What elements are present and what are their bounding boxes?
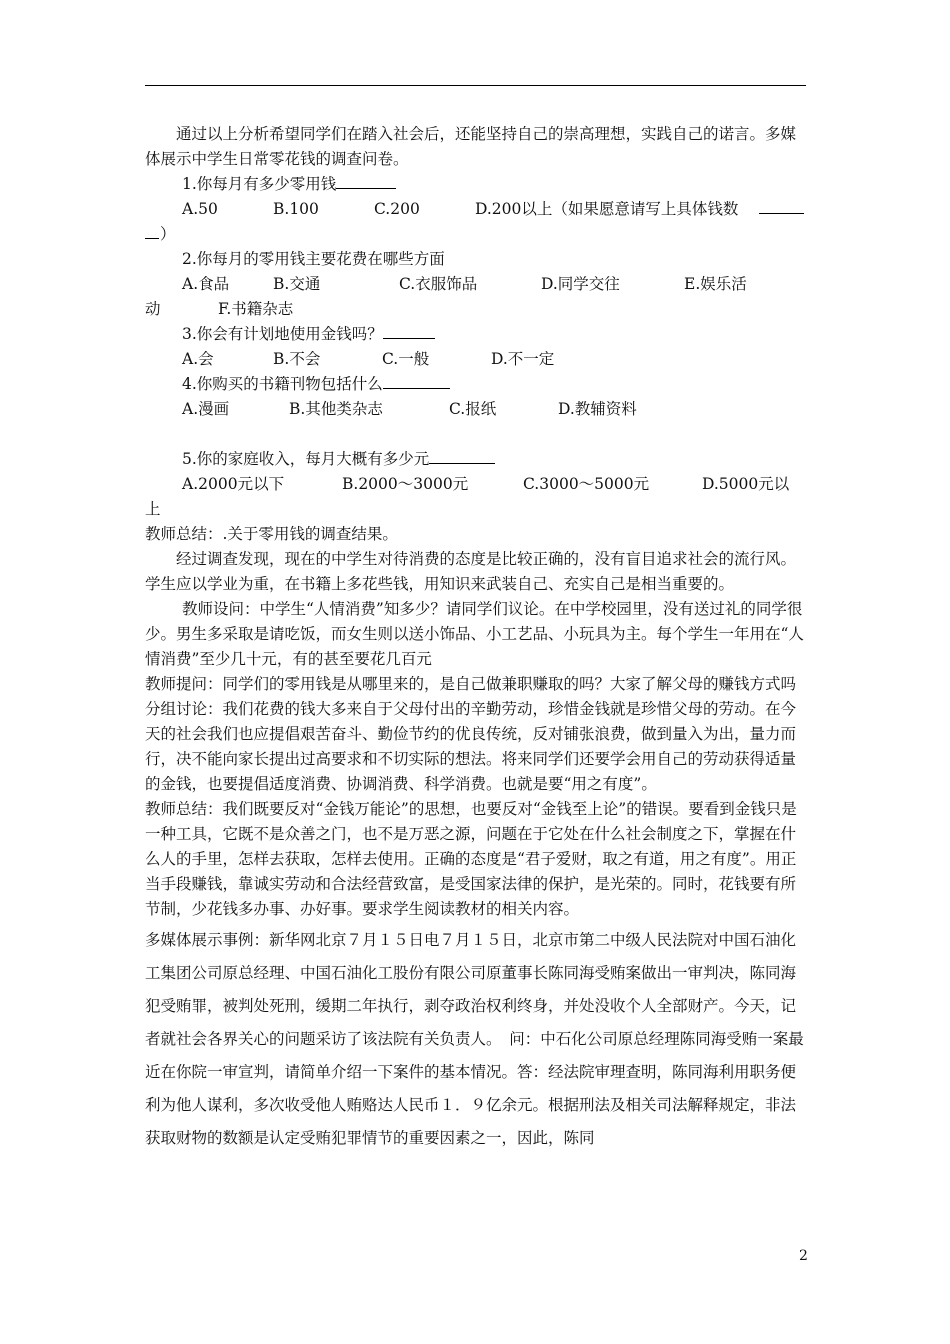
- survey-q3: 3.你会有计划地使用金钱吗？: [145, 322, 806, 347]
- option: B.2000～3000元: [342, 475, 469, 493]
- option: C.报纸: [449, 400, 497, 418]
- option: C.衣服饰品: [399, 275, 478, 293]
- option: F.书籍杂志: [218, 300, 294, 318]
- option: A.漫画: [182, 400, 230, 418]
- page-number: 2: [799, 1248, 808, 1264]
- option: A.会: [182, 350, 214, 368]
- option: D.200以上（如果愿意请写上具体钱数: [475, 200, 739, 218]
- option: B.100: [273, 200, 319, 218]
- teacher-question-gift: 教师设问：中学生“人情消费”知多少？请同学们议论。在中学校园里，没有送过礼的同学很少。男生多采取是请吃饭，而女生则以送小饰品、小工艺品、小玩具为主。每个学生一年用在“人情消费”至少几十元，有的甚至要花几百元: [145, 600, 804, 668]
- teacher-summary-heading: 教师总结：.关于零用钱的调查结果。: [145, 525, 398, 543]
- survey-q5-options-cont: 上: [145, 500, 161, 518]
- answer-blank: [383, 372, 450, 389]
- survey-q2-options: [145, 272, 806, 297]
- intro-paragraph: 通过以上分析希望同学们在踏入社会后，还能坚持自己的崇高理想，实践自己的诺言。多媒体展示中学生日常零花钱的调查问卷。: [145, 125, 797, 168]
- survey-q1-options: [145, 197, 806, 222]
- option: B.不会: [273, 350, 321, 368]
- option: D.5000元以: [702, 475, 790, 493]
- option: B.其他类杂志: [289, 400, 383, 418]
- option: A.50: [182, 200, 218, 218]
- survey-q4: 4.你购买的书籍刊物包括什么: [145, 372, 806, 397]
- survey-finding: 经过调查发现，现在的中学生对待消费的态度是比较正确的，没有盲目追求社会的流行风。学生应以学业为重，在书籍上多花些钱，用知识来武装自己、充实自己是相当重要的。: [145, 550, 797, 593]
- survey-q4-options: [145, 397, 806, 422]
- option: C.200: [374, 200, 420, 218]
- news-case: 多媒体展示事例：新华网北京７月１５日电７月１５日，北京市第二中级人民法院对中国石油化工集团公司原总经理、中国石油化工股份有限公司原董事长陈同海受贿案做出一审判决，陈同海犯受贿罪，被判处死刑，缓期二年执行，剥夺政治权利终身，并处没收个人全部财产。今天，记者就社会各界关心的问题采访了该法院有关负责人。 问：中石化公司原总经理陈同海受贿一案最近在你院一审宣判，请简单介绍一下案件的基本情况。答：经法院审理查明，陈同海利用职务便利为他人谋利，多次收受他人贿赂达人民币１．９亿余元。根据刑法及相关司法解释规定，非法获取财物的数额是认定受贿犯罪情节的重要因素之一，因此，陈同: [145, 931, 804, 1147]
- survey-q3-options: [145, 347, 806, 372]
- teacher-summary: 教师总结：我们既要反对“金钱万能论”的思想，也要反对“金钱至上论”的错误。要看到金钱只是一种工具，它既不是众善之门，也不是万恶之源，问题在于它处在什么社会制度之下，掌握在什么人的手里，怎样去获取，怎样去使用。正确的态度是“君子爱财，取之有道，用之有度”。用正当手段赚钱，靠诚实劳动和合法经营致富，是受国家法律的保护，是光荣的。同时，花钱要有所节制，少花钱多办事、办好事。要求学生阅读教材的相关内容。: [145, 800, 797, 918]
- teacher-question-income: 教师提问：同学们的零用钱是从哪里来的，是自己做兼职赚取的吗？大家了解父母的赚钱方式吗: [145, 675, 797, 693]
- survey-q5-options: [145, 472, 806, 497]
- survey-q1-tail: ）: [145, 222, 806, 247]
- answer-blank: [383, 322, 435, 339]
- answer-blank: [336, 172, 396, 189]
- header-rule: [145, 85, 806, 86]
- option: A.食品: [182, 275, 230, 293]
- option: D.教辅资料: [558, 400, 637, 418]
- answer-blank: [759, 197, 804, 214]
- option: E.娱乐活: [684, 275, 747, 293]
- survey-q2: 2.你每月的零用钱主要花费在哪些方面: [182, 250, 445, 268]
- option: C.3000～5000元: [523, 475, 650, 493]
- answer-blank: [429, 447, 495, 464]
- option: C.一般: [382, 350, 430, 368]
- answer-blank: [145, 222, 159, 239]
- survey-q2-options-cont: 动 F.书籍杂志: [145, 297, 806, 322]
- option: B.交通: [273, 275, 321, 293]
- option: D.同学交往: [541, 275, 620, 293]
- option: D.不一定: [491, 350, 555, 368]
- option: A.2000元以下: [182, 475, 285, 493]
- survey-q5: 5.你的家庭收入，每月大概有多少元: [145, 447, 806, 472]
- document-body: [145, 122, 806, 1155]
- survey-q1: 1.你每月有多少零用钱: [145, 172, 806, 197]
- group-discussion: 分组讨论：我们花费的钱大多来自于父母付出的辛勤劳动，珍惜金钱就是珍惜父母的劳动。在今天的社会我们也应提倡艰苦奋斗、勤俭节约的优良传统，反对铺张浪费，做到量入为出，量力而行，决不能向家长提出过高要求和不切实际的想法。将来同学们还要学会用自己的劳动获得适量的金钱，也要提倡适度消费、协调消费、科学消费。也就是要“用之有度”。: [145, 700, 797, 793]
